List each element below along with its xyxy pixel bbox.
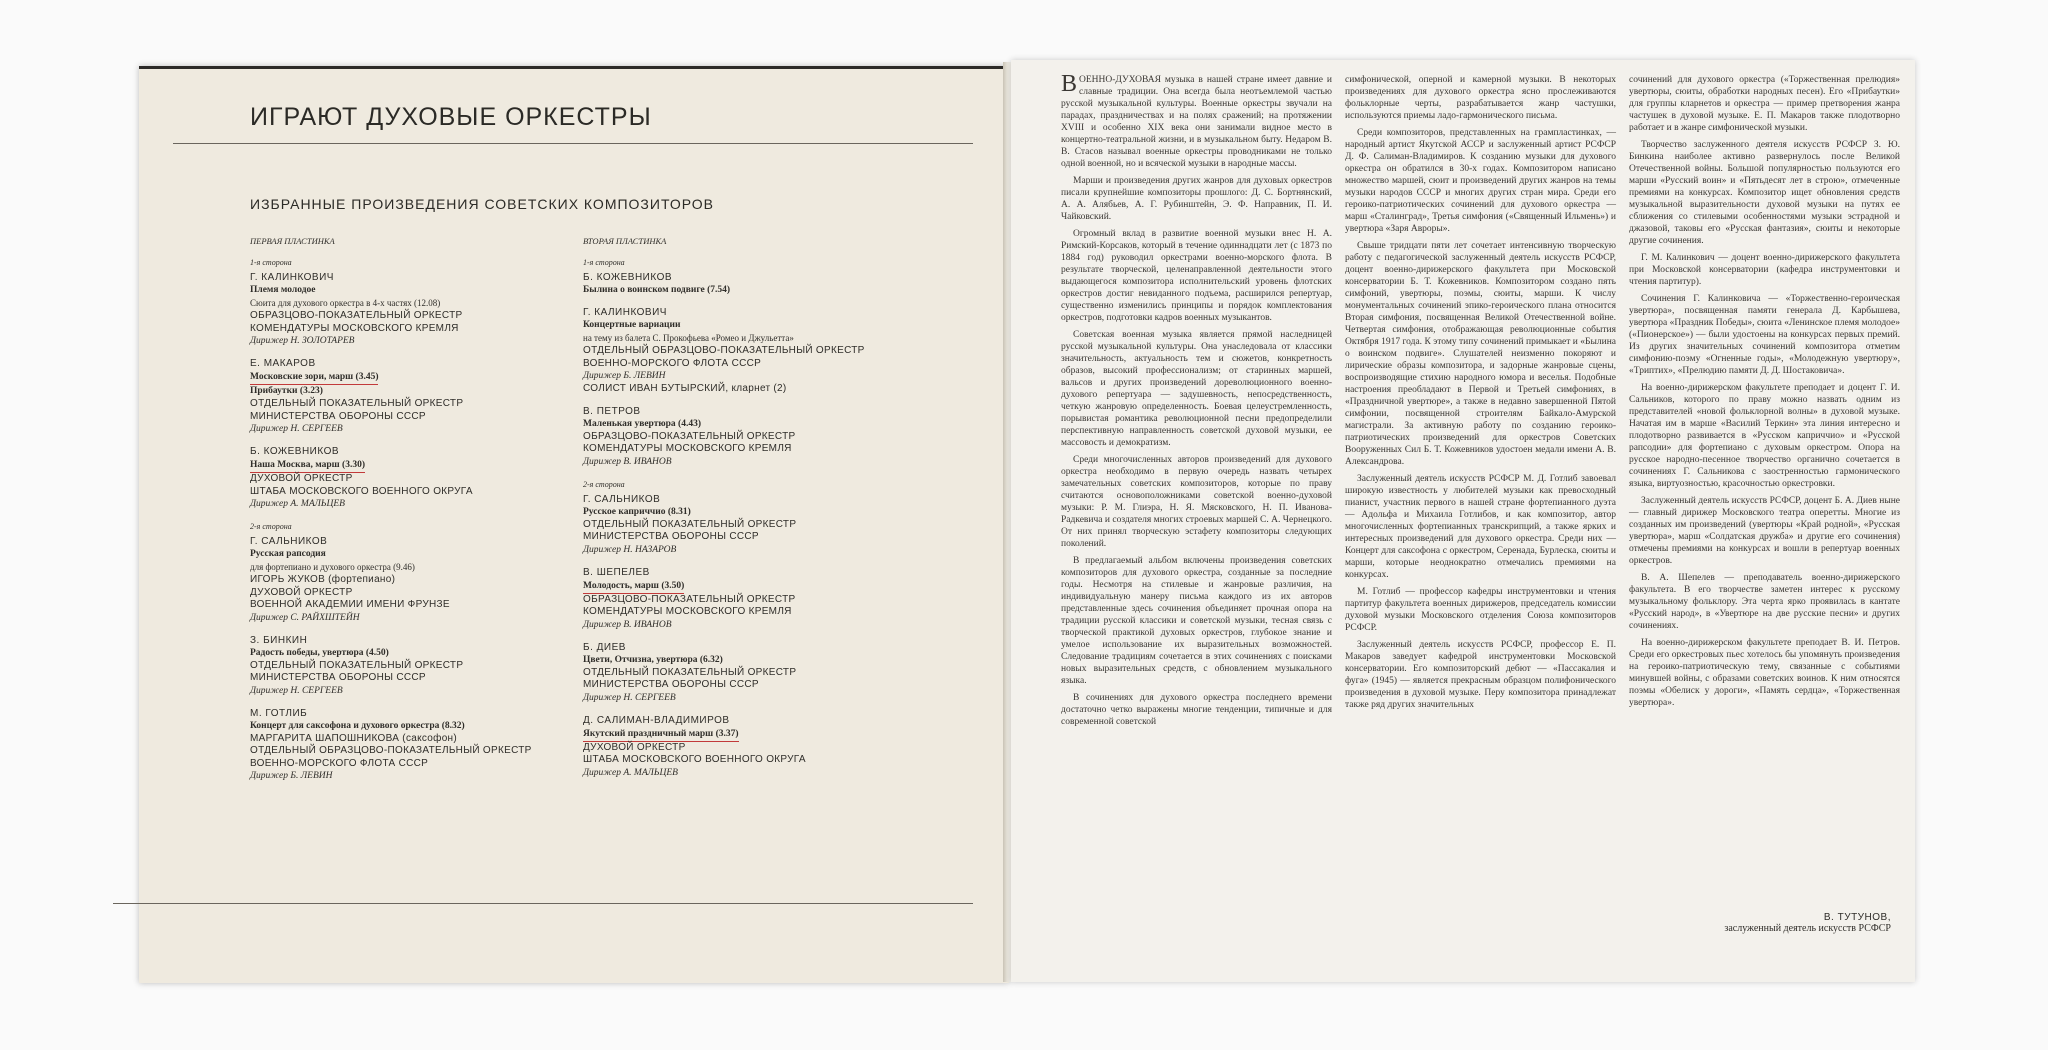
disc1-tracklist: [250, 235, 550, 792]
performer: ДУХОВОЙ ОРКЕСТР: [583, 741, 686, 753]
essay-paragraph: Заслуженный деятель искусств РСФСР М. Д. Готлиб завоевал широкую известность у любителей музыки как превосходный пианист, участник первого в нашей стране фортепианного дуэта — Адольфа и Михаила Готлибов, и как композитор, автор многочисленных фортепианных транскрипций, а также ярких и интересных произведений для духового оркестра. Среди них — Концерт для саксофона с оркестром, Серенада, Бурлеска, сюиты и марши, которые неоднократно отмечались премиями на конкурсах.: [1345, 474, 1616, 580]
work-title: Русское каприччио (8.31): [583, 506, 691, 517]
essay-paragraph: М. Готлиб — профессор кафедры инструментовки и чтения партитур факультета военных дирижеров, председатель комиссии духовой музыки Московского отделения Союза композиторов РСФСР.: [1345, 587, 1616, 633]
conductor: Дирижер Б. ЛЕВИН: [583, 371, 666, 381]
performer: ОБРАЗЦОВО-ПОКАЗАТЕЛЬНЫЙ ОРКЕСТР: [583, 430, 796, 442]
work-title: Московские зори, марш (3.45): [250, 371, 378, 385]
work-title: Прибаутки (3.23): [250, 386, 323, 396]
performer: МИНИСТЕРСТВА ОБОРОНЫ СССР: [583, 531, 759, 542]
composer: Г. САЛЬНИКОВ: [250, 536, 328, 547]
essay-column-1: [1061, 71, 1332, 733]
conductor: Дирижер Н. НАЗАРОВ: [583, 544, 677, 555]
performer: ОТДЕЛЬНЫЙ ПОКАЗАТЕЛЬНЫЙ ОРКЕСТР: [250, 659, 464, 671]
track-item: [583, 405, 883, 469]
work-title: Якутский праздничный марш (3.37): [583, 728, 739, 742]
composer: Д. САЛИМАН-ВЛАДИМИРОВ: [583, 714, 730, 726]
conductor: Дирижер С. РАЙХШТЕЙН: [250, 612, 360, 623]
essay-paragraph: Среди композиторов, представленных на грампластинках, — народный артист Якутской АССР и заслуженный артист РСФСР Д. Ф. Салиман-Владимиров. К созданию музыки для духового оркестра он обратился в 30-х годах. Композитором написано множество маршей, сюит и произведений других жанров на темы музыки народов СССР и многих других стран мира. Среди его героико-патриотических сочинений для духового оркестра — марш «Сталинград», Третья симфония («Священный Ильмень») и увертюра «Заря Авроры».: [1345, 128, 1616, 234]
album-subtitle: ИЗБРАННЫЕ ПРОИЗВЕДЕНИЯ СОВЕТСКИХ КОМПОЗИТОРОВ: [250, 196, 715, 212]
composer: Г. КАЛИНКОВИЧ: [583, 307, 667, 318]
conductor: Дирижер А. МАЛЬЦЕВ: [250, 499, 345, 509]
performer: ОТДЕЛЬНЫЙ ОБРАЗЦОВО-ПОКАЗАТЕЛЬНЫЙ ОРКЕСТР: [250, 745, 532, 756]
conductor: Дирижер В. ИВАНОВ: [583, 456, 672, 467]
left-page: [139, 66, 1009, 983]
work-title: Концертные вариации: [583, 320, 681, 330]
side-label: 2-я сторона: [250, 522, 292, 531]
track-item: [250, 445, 550, 511]
conductor: Дирижер Н. СЕРГЕЕВ: [250, 685, 343, 696]
performer: МИНИСТЕРСТВА ОБОРОНЫ СССР: [583, 679, 759, 690]
work-title: Радость победы, увертюра (4.50): [250, 647, 389, 658]
conductor: Дирижер А. МАЛЬЦЕВ: [583, 767, 678, 778]
soloist: ИГОРЬ ЖУКОВ (фортепиано): [250, 574, 396, 585]
composer: В. ШЕПЕЛЕВ: [583, 566, 650, 578]
composer: В. ПЕТРОВ: [583, 405, 641, 417]
essay-paragraph: Творчество заслуженного деятеля искусств РСФСР З. Ю. Бинкина наиболее активно развернулось после Великой Отечественной войны. Большой популярностью пользуются его марши «Русский воин» и «Пятьдесят лет в строю», отмеченные премиями на конкурсах. Композитор ищет обновления средств музыкальной выразительности духовой музыки на путях ее сближения со стилевыми особенностями музыки эстрадной и джазовой, таковы его «Русская фантазия», сюиты и некоторые другие сочинения.: [1629, 140, 1900, 246]
essay-column-3: [1629, 74, 1900, 714]
disc1-label: ПЕРВАЯ ПЛАСТИНКА: [250, 236, 335, 246]
side-label: 1-я сторона: [250, 258, 292, 267]
work-title: Наша Москва, марш (3.30): [250, 459, 365, 473]
essay-paragraph: В предлагаемый альбом включены произведения советских композиторов для духового оркестра, созданные за последние годы. Несмотря на стилевые и жанровые различия, на индивидуальную манеру письма каждого из их авторов представленные здесь сочинения объединяет прочная опора на традиции русской классики и советской музыки, тесная связь с творческой практикой духовых оркестров, глубокое знание и умелое использование их выразительных возможностей. Следование традициям сочетается в этих сочинениях с поисками новых выразительных средств, с обновлением музыкального языка.: [1061, 556, 1332, 686]
track-item: [583, 493, 883, 557]
essay-paragraph: На военно-дирижерском факультете преподает и доцент Г. И. Сальников, которого по праву можно назвать одним из представителей «новой фольклорной волны» в духовой музыке. Начатая им в марше «Василий Теркин» эта линия интересно и плодотворно развивается в «Русском каприччио» и «Русской рапсодии» для фортепиано с духовым оркестром. Опора на русское народно-песенное творчество органично сочетается в сочинениях Г. Сальникова с заостренностью гармонического языка, виртуозностью, красочностью оркестровки.: [1629, 383, 1900, 489]
track-item: [250, 634, 550, 698]
bottom-divider: [113, 903, 973, 904]
work-title: Русская рапсодия: [250, 549, 326, 559]
essay-paragraph: Г. М. Калинкович — доцент военно-дирижерского факультета при Московской консерватории (кафедра инструментовки и чтения партитур).: [1629, 253, 1900, 287]
essay-paragraph: Сочинения Г. Калинковича — «Торжественно-героическая увертюра», посвященная памяти генерала Д. Карбышева, увертюра «Праздник Победы», сюита «Ленинское племя молодое» («Пионерское») — были удостоены на конкурсах первых премий. Из других значительных сочинений композитора отметим симфонию-поэму «Огненные годы», «Молодежную увертюру», «Триптих», «Прелюдию памяти Д. Д. Шостаковича».: [1629, 294, 1900, 376]
essay-paragraph: В сочинениях для духового оркестра последнего времени достаточно четко выражены многие тенденции, типичные и для современной советской: [1061, 693, 1332, 727]
performer: КОМЕНДАТУРЫ МОСКОВСКОГО КРЕМЛЯ: [250, 322, 459, 334]
performer: ОБРАЗЦОВО-ПОКАЗАТЕЛЬНЫЙ ОРКЕСТР: [250, 310, 463, 321]
performer: ШТАБА МОСКОВСКОГО ВОЕННОГО ОКРУГА: [583, 754, 806, 765]
title-divider: [173, 143, 973, 144]
performer: ДУХОВОЙ ОРКЕСТР: [250, 586, 353, 598]
author-name: В. ТУТУНОВ,: [1823, 912, 1891, 923]
track-item: [583, 714, 883, 780]
essay-paragraph: Заслуженный деятель искусств РСФСР, профессор Е. П. Макаров заведует кафедрой инструментовки Московской консерватории. Его композиторский дебют — «Пассакалия и фуга» (1945) — является прекрасным образцом полифонического произведения в духовой музыке. Перу композитора принадлежат также ряд других значительных: [1345, 640, 1616, 710]
essay-paragraph: В. А. Шепелев — преподаватель военно-дирижерского факультета. В его творчестве заметен интерес к русскому музыкальному фольклору. Эта черта ярко проявилась в кантате «Русский народ», в «Увертюре на две русские песни» и других сочинениях.: [1629, 573, 1900, 631]
performer: ВОЕННО-МОРСКОГО ФЛОТА СССР: [583, 357, 762, 369]
work-title: Цвети, Отчизна, увертюра (6.32): [583, 654, 723, 665]
essay-paragraph: На военно-дирижерском факультете преподает В. И. Петров. Среди его оркестровых пьес хотелось бы упомянуть произведения на героико-патриотическую тему, связанные с событиями минувшей войны, с образами советских воинов. К ним относятся поэмы «Обелиск у дороги», «Память сердца», «Торжественная увертюра».: [1629, 638, 1900, 708]
performer: ОБРАЗЦОВО-ПОКАЗАТЕЛЬНЫЙ ОРКЕСТР: [583, 593, 796, 605]
essay-column-2: [1345, 74, 1616, 716]
essay-paragraph: Марши и произведения других жанров для духовых оркестров писали крупнейшие композиторы прошлого: Д. С. Бортнянский, А. А. Алябьев, А. Г. Рубинштейн, Э. Ф. Направник, П. И. Чайковский.: [1061, 176, 1332, 222]
essay-paragraph: симфонической, оперной и камерной музыки. В некоторых произведениях для духового оркестра ясно прослеживаются фольклорные черты, разрабатывается жанр частушки, используются приемы ладо-гармонического письма.: [1345, 75, 1616, 121]
drop-cap: В: [1061, 71, 1078, 97]
work-note: для фортепиано и духового оркестра (9.46): [250, 562, 415, 572]
essay-paragraph: Советская военная музыка является прямой наследницей русской музыкальной культуры. Она унаследовала от классики значительность, актуальность тем и сюжетов, конкретность образов, высокий профессионализм; от старинных маршей, вальсов и других произведений дореволюционного военно-духового репертуара — задушевность, непосредственность, четкую жанровую определенность. Боевая целеустремленность, порывистая романтика революционной песни предопределили перспективную направленность советской духовой музыки, ее массовость и демократизм.: [1061, 330, 1332, 448]
performer: ДУХОВОЙ ОРКЕСТР: [250, 473, 353, 484]
composer: Б. КОЖЕВНИКОВ: [250, 446, 340, 457]
performer: ШТАБА МОСКОВСКОГО ВОЕННОГО ОКРУГА: [250, 485, 473, 497]
essay-paragraph: Огромный вклад в развитие военной музыки внес Н. А. Римский-Корсаков, который в течение одиннадцати лет (с 1873 по 1884 год) руководил оркестрами военно-морского флота. В результате творческой, целенаправленной деятельности этого выдающегося композитора исполнительский уровень флотских оркестров достиг невиданного подъема, расширился репертуар, существенно изменились принципы и порядок комплектования оркестров, подготовки кадров военных музыкантов.: [1061, 229, 1332, 323]
disc2-tracklist: [583, 235, 883, 789]
composer: М. ГОТЛИБ: [250, 707, 308, 719]
side-label: 1-я сторона: [583, 258, 625, 267]
performer: ОТДЕЛЬНЫЙ ПОКАЗАТЕЛЬНЫЙ ОРКЕСТР: [583, 518, 797, 530]
track-item: [250, 535, 550, 625]
disc2-label: ВТОРАЯ ПЛАСТИНКА: [583, 236, 667, 246]
performer: ОТДЕЛЬНЫЙ ОБРАЗЦОВО-ПОКАЗАТЕЛЬНЫЙ ОРКЕСТР: [583, 345, 865, 356]
composer: Б. КОЖЕВНИКОВ: [583, 272, 673, 283]
composer: З. БИНКИН: [250, 634, 308, 646]
side-label: 2-я сторона: [583, 479, 625, 489]
right-page: [1011, 60, 1915, 982]
work-note: на тему из балета С. Прокофьева «Ромео и Джульетта»: [583, 333, 794, 343]
performer: МИНИСТЕРСТВА ОБОРОНЫ СССР: [250, 672, 426, 683]
conductor: Дирижер Н. СЕРГЕЕВ: [583, 692, 676, 703]
performer: ОТДЕЛЬНЫЙ ПОКАЗАТЕЛЬНЫЙ ОРКЕСТР: [583, 666, 797, 678]
track-item: [583, 641, 883, 705]
composer: Е. МАКАРОВ: [250, 358, 316, 369]
essay-paragraph: Свыше тридцати пяти лет сочетает интенсивную творческую работу с педагогической заслуженный деятель искусств РСФСР, доцент военно-дирижерского факультета при Московской консерватории Б. Т. Кожевников. Композитором создано пять симфоний, увертюры, поэмы, сюиты, марши. К числу монументальных сочинений эпико-героического плана относится Вторая симфония, посвященная Великой Отечественной войне. Четвертая симфония, отображающая революционные события Октября 1917 года. К этому типу сочинений примыкает и «Былина о воинском подвиге». Слушателей неизменно покоряют и лирические образы композитора, и задорные жанровые сцены, воспроизводящие стихию народного юмора и веселья. Подобные настроения преобладают в Первой и Третьей симфониях, в «Праздничной увертюре», а также в недавно завершенной Пятой симфонии, посвященной строителям Байкало-Амурской магистрали. За активную работу по созданию героико-патриотических произведений для оркестров Советских Вооруженных Сил Б. Т. Кожевников удостоен медали имени А. В. Александрова.: [1345, 241, 1616, 467]
performer: ВОЕННОЙ АКАДЕМИИ ИМЕНИ ФРУНЗЕ: [250, 599, 450, 610]
conductor: Дирижер Б. ЛЕВИН: [250, 771, 333, 781]
performer: ВОЕННО-МОРСКОГО ФЛОТА СССР: [250, 757, 429, 769]
work-title: Племя молодое: [250, 285, 316, 295]
performer: МИНИСТЕРСТВА ОБОРОНЫ СССР: [250, 410, 426, 422]
album-title: ИГРАЮТ ДУХОВЫЕ ОРКЕСТРЫ: [250, 103, 652, 131]
track-item: [250, 707, 550, 784]
conductor: Дирижер Н. ЗОЛОТАРЕВ: [250, 336, 355, 346]
track-item: [583, 566, 883, 632]
soloist: СОЛИСТ ИВАН БУТЫРСКИЙ, кларнет (2): [583, 383, 787, 394]
composer: Б. ДИЕВ: [583, 641, 626, 653]
track-item: [583, 271, 883, 297]
essay-paragraph: Среди многочисленных авторов произведений для духового оркестра необходимо в первую очередь назвать четырех замечательных советских композиторов, которые по праву считаются основоположниками советской военно-духовой музыки: Р. М. Глиэра, Н. Я. Мясковского, Н. П. Иванова-Радкевича и создателя многих строевых маршей С. А. Чернецкого. От них принял творческую эстафету композиторы следующих поколений.: [1061, 455, 1332, 549]
work-title: Былина о воинском подвиге (7.54): [583, 285, 731, 295]
work-title: Концерт для саксофона и духового оркестра (8.32): [250, 720, 465, 731]
track-item: [583, 306, 883, 396]
performer: КОМЕНДАТУРЫ МОСКОВСКОГО КРЕМЛЯ: [583, 443, 792, 454]
conductor: Дирижер Н. СЕРГЕЕВ: [250, 424, 343, 434]
spine: [1003, 62, 1011, 982]
conductor: Дирижер В. ИВАНОВ: [583, 619, 672, 630]
work-title: Молодость, марш (3.50): [583, 580, 684, 594]
work-title: Маленькая увертюра (4.43): [583, 418, 701, 429]
performer: КОМЕНДАТУРЫ МОСКОВСКОГО КРЕМЛЯ: [583, 606, 792, 617]
essay-paragraph: ВОЕННО-ДУХОВАЯ музыка в нашей стране имеет давние и славные традиции. Она всегда была неотъемлемой частью русской музыкальной культуры. Военные оркестры звучали на парадах, праздничествах и на полях сражений; на протяжении XVIII и особенно XIX века они занимали видное место в концертно-театральной жизни, и в музыкальном быту. Недаром В. В. Стасов называл военные оркестры проводниками не только одной военной, но и всячеcкой музыки в народные массы.: [1061, 71, 1332, 169]
author-title: заслуженный деятель искусств РСФСР: [1724, 923, 1891, 934]
author-signature: [1661, 912, 1891, 934]
track-item: [250, 357, 550, 436]
composer: Г. САЛЬНИКОВ: [583, 493, 661, 505]
performer: ОТДЕЛЬНЫЙ ПОКАЗАТЕЛЬНЫЙ ОРКЕСТР: [250, 398, 464, 409]
essay-paragraph: сочинений для духового оркестра («Торжественная прелюдия» увертюры, сюиты, обработки народных песен). Его «Прибаутки» для группы кларнетов и оркестра — пример претворения жанра частушек в духовой музыке. Е. П. Макаров также плодотворно работает и в жанре симфонической музыки.: [1629, 75, 1900, 133]
essay-paragraph: Заслуженный деятель искусств РСФСР, доцент Б. А. Диев ныне — главный дирижер Московского театра оперетты. Многие из созданных им произведений (увертюры «Край родной», «Русская увертюра», марш «Солдатская дружба» и другие его сочинения) отмечены премиями на конкурсах и вошли в репертуар военных оркестров.: [1629, 496, 1900, 566]
track-item: [250, 271, 550, 348]
composer: Г. КАЛИНКОВИЧ: [250, 272, 334, 283]
soloist: МАРГАРИТА ШАПОШНИКОВА (саксофон): [250, 732, 458, 744]
work-note: Сюита для духового оркестра в 4-х частях (12.08): [250, 298, 441, 308]
